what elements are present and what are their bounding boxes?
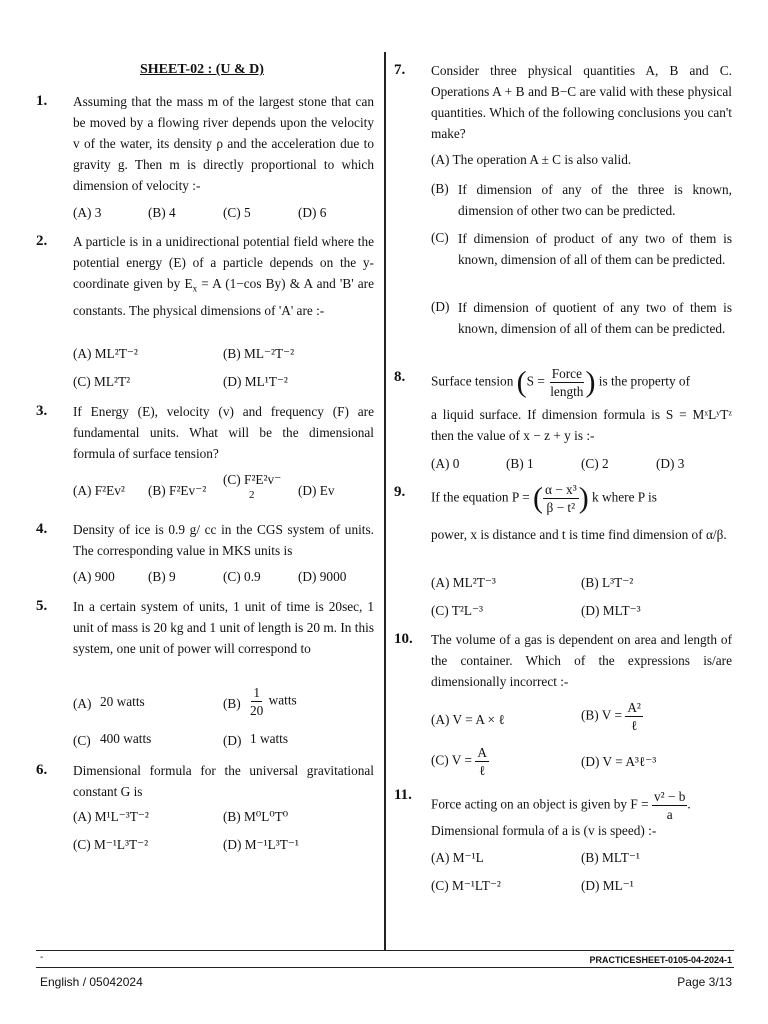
q8-post-text: is the property of bbox=[598, 373, 691, 389]
question-6-text: Dimensional formula for the universal gravitational constant G is bbox=[73, 763, 374, 799]
q4-option-c[interactable]: (C) 0.9 bbox=[223, 569, 261, 584]
q10-b-label: (B) V = bbox=[581, 707, 622, 723]
q10-option-a[interactable]: (A) V = A × ℓ bbox=[431, 712, 505, 727]
question-number-7: 7. bbox=[394, 62, 406, 78]
q1-option-a[interactable]: (A) 3 bbox=[73, 205, 102, 220]
footer-dash: - bbox=[40, 952, 44, 963]
q7-option-c[interactable]: If dimension of product of any two of them is known, dimension of all of them can be predicted. bbox=[458, 231, 732, 267]
q5-option-c[interactable]: 400 watts bbox=[100, 731, 152, 746]
q7-option-b-label[interactable]: (B) bbox=[431, 181, 449, 196]
q11-denominator: a bbox=[666, 807, 673, 822]
q7-option-a[interactable]: (A) The operation A ± C is also valid. bbox=[431, 152, 632, 167]
q8-option-a[interactable]: (A) 0 bbox=[431, 456, 460, 471]
q2-text-sub: x bbox=[192, 283, 198, 294]
question-4-text: Density of ice is 0.9 g/ cc in the CGS system of units. The corresponding value in MKS units is bbox=[73, 522, 374, 558]
question-11-formula-line bbox=[431, 788, 691, 823]
q8-numerator: Force bbox=[551, 366, 582, 381]
q6-option-b[interactable]: (B) M⁰L⁰T⁰ bbox=[223, 809, 289, 824]
question-number-1: 1. bbox=[36, 93, 48, 109]
q11-option-c[interactable]: (C) M⁻¹LT⁻² bbox=[431, 878, 501, 893]
q9-p-equals: P = bbox=[511, 489, 530, 505]
q5-b-unit: watts bbox=[268, 692, 297, 708]
q1-option-d[interactable]: (D) 6 bbox=[298, 205, 327, 220]
q8-right-paren: ) bbox=[585, 365, 596, 399]
q5-option-a-label[interactable]: (A) bbox=[73, 696, 92, 711]
q8-denominator: length bbox=[550, 384, 584, 399]
q5-b-numerator: 1 bbox=[253, 685, 260, 700]
q9-option-c[interactable]: (C) T²L⁻³ bbox=[431, 603, 484, 618]
q9-post-text: k where P is bbox=[592, 489, 657, 505]
q8-left-paren: ( bbox=[516, 365, 527, 399]
q3-option-c-sub: 2 bbox=[249, 489, 255, 501]
q1-option-b[interactable]: (B) 4 bbox=[148, 205, 176, 220]
q11-post-text: . bbox=[687, 796, 691, 812]
question-number-10: 10. bbox=[394, 631, 413, 647]
sheet-title: SHEET-02 : (U & D) bbox=[140, 62, 264, 77]
q7-option-d-label[interactable]: (D) bbox=[431, 299, 450, 314]
q1-option-c[interactable]: (C) 5 bbox=[223, 205, 251, 220]
q2-option-a[interactable]: (A) ML²T⁻² bbox=[73, 346, 138, 361]
q4-option-d[interactable]: (D) 9000 bbox=[298, 569, 347, 584]
q6-option-a[interactable]: (A) M¹L⁻³T⁻² bbox=[73, 809, 149, 824]
q9-numerator: α − x³ bbox=[544, 482, 577, 497]
q5-option-d-label[interactable]: (D) bbox=[223, 733, 242, 748]
q11-option-b[interactable]: (B) MLT⁻¹ bbox=[581, 850, 640, 865]
q5-option-b-label[interactable]: (B) bbox=[223, 696, 241, 711]
question-number-3: 3. bbox=[36, 403, 48, 419]
column-divider bbox=[384, 52, 386, 950]
question-1-text: Assuming that the mass m of the largest stone that can be moved by a flowing river depends upon the velocity v of the water, its density ρ and the acceleration due to gravity g. Then m is directly proportional to which dimension of velocity :- bbox=[73, 94, 374, 193]
q2-option-d[interactable]: (D) ML¹T⁻² bbox=[223, 374, 288, 389]
q9-pre-text: If the equation bbox=[431, 489, 509, 505]
question-5-text: In a certain system of units, 1 unit of time is 20sec, 1 unit of mass is 20 kg and 1 unit of length is 20 m. In this system, one unit of power will correspond to bbox=[73, 599, 374, 656]
question-number-5: 5. bbox=[36, 598, 48, 614]
q9-right-paren: ) bbox=[578, 481, 589, 515]
question-11-text: Dimensional formula of a is (v is speed) :- bbox=[431, 823, 657, 838]
question-10-text: The volume of a gas is dependent on area and length of the container. Which of the expressions is/are dimensionally incorrect :- bbox=[431, 632, 732, 689]
q6-option-d[interactable]: (D) M⁻¹L³T⁻¹ bbox=[223, 837, 299, 852]
q6-option-c[interactable]: (C) M⁻¹L³T⁻² bbox=[73, 837, 149, 852]
q10-option-c[interactable] bbox=[431, 744, 489, 779]
q7-option-d[interactable]: If dimension of quotient of any two of them is known, dimension of all of them can be predicted. bbox=[458, 300, 732, 336]
q2-option-b[interactable]: (B) ML⁻²T⁻² bbox=[223, 346, 295, 361]
q11-numerator: v² − b bbox=[653, 789, 686, 804]
q10-c-label: (C) V = bbox=[431, 752, 472, 768]
q5-option-b[interactable] bbox=[248, 684, 297, 719]
footer-top-rule bbox=[36, 950, 734, 951]
q11-pre-text: Force acting on an object is given by F = bbox=[431, 796, 649, 812]
q10-option-b[interactable] bbox=[581, 699, 643, 734]
q9-denominator: β − t² bbox=[546, 500, 576, 515]
question-2-text bbox=[73, 231, 374, 321]
q3-option-c[interactable]: (C) F²E²v⁻ bbox=[223, 472, 282, 487]
footer-sheet-code: PRACTICESHEET-0105-04-2024-1 bbox=[589, 955, 732, 965]
q10-c-denominator: ℓ bbox=[478, 763, 486, 778]
question-number-8: 8. bbox=[394, 369, 406, 385]
footer-language-date: English / 05042024 bbox=[40, 975, 143, 989]
question-3-text: If Energy (E), velocity (v) and frequency (F) are fundamental units. What will be the dimensional formula of surface tension? bbox=[73, 404, 374, 461]
q11-option-a[interactable]: (A) M⁻¹L bbox=[431, 850, 484, 865]
q9-option-b[interactable]: (B) L³T⁻² bbox=[581, 575, 634, 590]
q10-b-denominator: ℓ bbox=[630, 718, 638, 733]
q11-option-d[interactable]: (D) ML⁻¹ bbox=[581, 878, 634, 893]
question-number-11: 11. bbox=[394, 787, 412, 803]
q9-option-d[interactable]: (D) MLT⁻³ bbox=[581, 603, 641, 618]
q3-option-b[interactable]: (B) F²Ev⁻² bbox=[148, 483, 207, 498]
q2-text-post: = A (1−cos By) & A and 'B' are constants. The physical dimensions of 'A' are :- bbox=[73, 276, 374, 318]
question-7-text: Consider three physical quantities A, B and C. Operations A + B and B−C are valid with these physical quantities. Which of the following conclusions you can't make? bbox=[431, 63, 732, 141]
q9-left-paren: ( bbox=[532, 481, 543, 515]
q10-c-numerator: A bbox=[477, 745, 487, 760]
question-number-2: 2. bbox=[36, 233, 48, 249]
q8-option-d[interactable]: (D) 3 bbox=[656, 456, 685, 471]
q4-option-a[interactable]: (A) 900 bbox=[73, 569, 115, 584]
q8-option-c[interactable]: (C) 2 bbox=[581, 456, 609, 471]
q9-option-a[interactable]: (A) ML²T⁻³ bbox=[431, 575, 496, 590]
footer-bottom-rule bbox=[36, 967, 734, 968]
q2-text-pre: A particle is in a unidirectional potential field where the potential energy (E) of a particle depends on the y-coordinate given by E bbox=[73, 234, 374, 291]
question-9-text: power, x is distance and t is time find dimension of α/β. bbox=[431, 527, 727, 542]
question-8-text: a liquid surface. If dimension formula is S = MˣLʸTᶻ then the value of x − z + y is :- bbox=[431, 407, 732, 443]
q2-option-c[interactable]: (C) ML²T² bbox=[73, 374, 131, 389]
q3-option-d[interactable]: (D) Ev bbox=[298, 483, 335, 498]
q10-option-d[interactable]: (D) V = A³ℓ⁻³ bbox=[581, 754, 657, 769]
q10-b-numerator: A² bbox=[627, 700, 641, 715]
q8-s-equals: S = bbox=[526, 373, 545, 389]
q5-option-d[interactable]: 1 watts bbox=[250, 731, 289, 746]
question-number-4: 4. bbox=[36, 521, 48, 537]
q3-option-a[interactable]: (A) F²Ev² bbox=[73, 483, 125, 498]
q5-option-a[interactable]: 20 watts bbox=[100, 694, 145, 709]
question-9-formula-line bbox=[431, 481, 657, 516]
question-number-6: 6. bbox=[36, 762, 48, 778]
footer-page-number: Page 3/13 bbox=[677, 975, 732, 989]
q7-option-c-label[interactable]: (C) bbox=[431, 230, 449, 245]
question-number-9: 9. bbox=[394, 484, 406, 500]
q5-option-c-label[interactable]: (C) bbox=[73, 733, 91, 748]
q8-pre-text: Surface tension bbox=[431, 373, 514, 389]
q5-b-denominator: 20 bbox=[250, 703, 264, 718]
q7-option-b[interactable]: If dimension of any of the three is known, dimension of other two can be predicted. bbox=[458, 182, 732, 218]
q8-option-b[interactable]: (B) 1 bbox=[506, 456, 534, 471]
q4-option-b[interactable]: (B) 9 bbox=[148, 569, 176, 584]
question-8-formula-line bbox=[431, 365, 690, 400]
